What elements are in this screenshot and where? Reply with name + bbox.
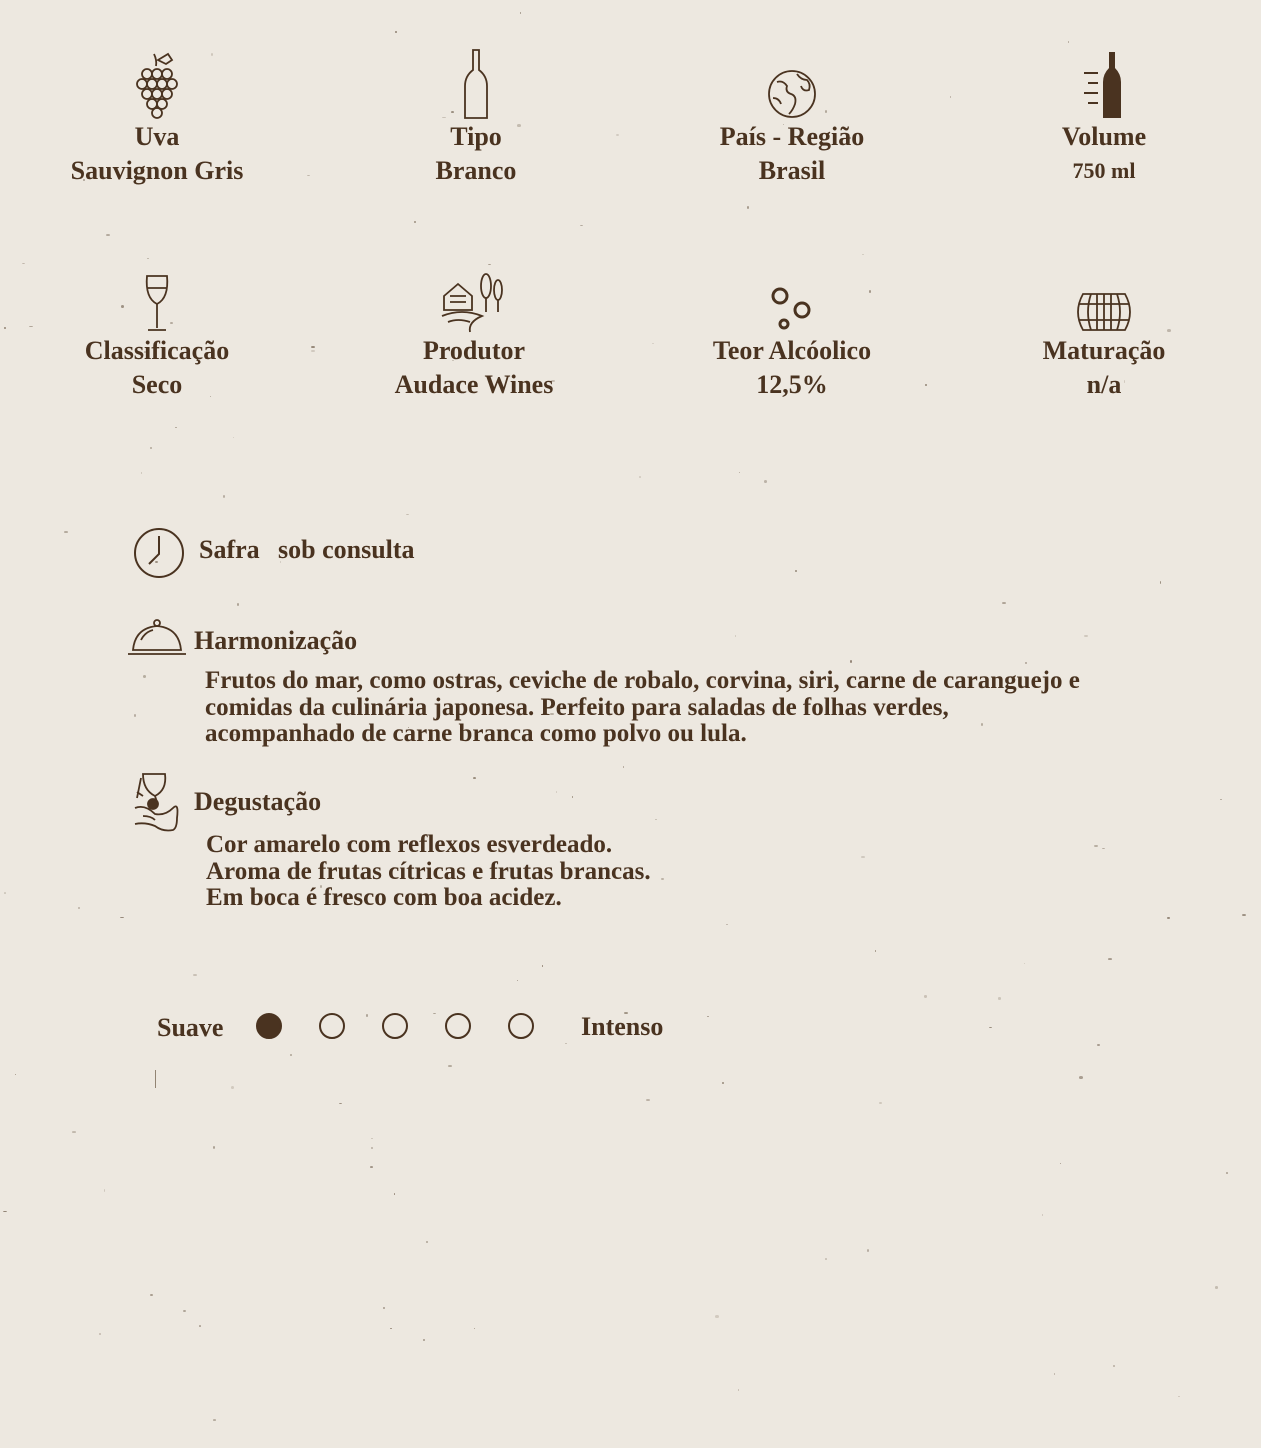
spec-label: Uva — [134, 122, 180, 151]
intensity-dot[interactable] — [508, 1013, 534, 1039]
spec-grape — [37, 40, 277, 188]
intensity-dot[interactable] — [256, 1013, 282, 1039]
degustacao-text — [206, 832, 651, 912]
bottle-volume-icon — [984, 40, 1224, 120]
tasting-hand-icon — [133, 768, 183, 834]
intensity-dot[interactable] — [382, 1013, 408, 1039]
spec-value: Brasil — [758, 156, 826, 185]
harmonizacao-icon-wrap — [127, 618, 187, 663]
spec-classification — [37, 254, 277, 402]
spec-volume — [984, 40, 1224, 188]
degustacao-line: Em boca é fresco com boa acidez. — [206, 884, 562, 911]
clock-icon — [132, 526, 186, 580]
spec-value: 12,5% — [756, 370, 828, 399]
spec-value: n/a — [1086, 370, 1122, 399]
degustacao-title: Degustação — [194, 787, 322, 816]
intensity-dot[interactable] — [319, 1013, 345, 1039]
spec-value: Branco — [435, 156, 517, 185]
harmonizacao-line: comidas da culinária japonesa. Perfeito para saladas de folhas verdes, — [205, 693, 949, 721]
degustacao-icon-wrap — [133, 768, 183, 839]
intensity-dot[interactable] — [445, 1013, 471, 1039]
harmonizacao-line: Frutos do mar, como ostras, ceviche de robalo, corvina, siri, carne de caranguejo e — [205, 667, 1080, 694]
spec-country — [672, 40, 912, 188]
spec-label: País - Região — [719, 122, 865, 151]
spec-maturation — [984, 254, 1224, 402]
spec-label: Maturação — [1042, 336, 1166, 365]
harmonizacao-line: acompanhado de carne branca como polvo ou lula. — [205, 720, 747, 747]
winery-icon — [354, 254, 594, 334]
spec-label: Classificação — [84, 336, 230, 365]
spec-value: Sauvignon Gris — [70, 156, 244, 185]
safra-label: Safra — [199, 535, 260, 564]
bottle-outline-icon — [356, 40, 596, 120]
spec-producer — [354, 254, 594, 402]
bubbles-icon — [672, 254, 912, 334]
harmonizacao-text — [205, 668, 1080, 748]
spec-alcohol — [672, 254, 912, 402]
degustacao-line: Cor amarelo com reflexos esverdeado. — [206, 831, 613, 858]
safra-icon-wrap — [132, 526, 186, 585]
text-cursor — [155, 1070, 159, 1088]
spec-value: 750 ml — [1072, 158, 1136, 183]
spec-type — [356, 40, 596, 188]
safra-value: sob consulta — [278, 535, 415, 564]
spec-label: Teor Alcóolico — [712, 336, 872, 365]
spec-label: Volume — [1061, 122, 1147, 151]
wine-glass-icon — [37, 254, 277, 334]
barrel-icon — [984, 254, 1224, 334]
spec-value: Seco — [131, 370, 183, 399]
globe-icon — [672, 40, 912, 120]
cloche-icon — [127, 618, 187, 658]
spec-label: Produtor — [422, 336, 526, 365]
intensity-max-label: Intenso — [581, 1012, 664, 1041]
harmonizacao-title: Harmonização — [194, 626, 358, 655]
intensity-min-label: Suave — [157, 1013, 224, 1042]
grape-icon — [37, 40, 277, 120]
spec-label: Tipo — [450, 122, 502, 151]
degustacao-line: Aroma de frutas cítricas e frutas brancas. — [206, 857, 651, 885]
spec-value: Audace Wines — [394, 370, 554, 399]
